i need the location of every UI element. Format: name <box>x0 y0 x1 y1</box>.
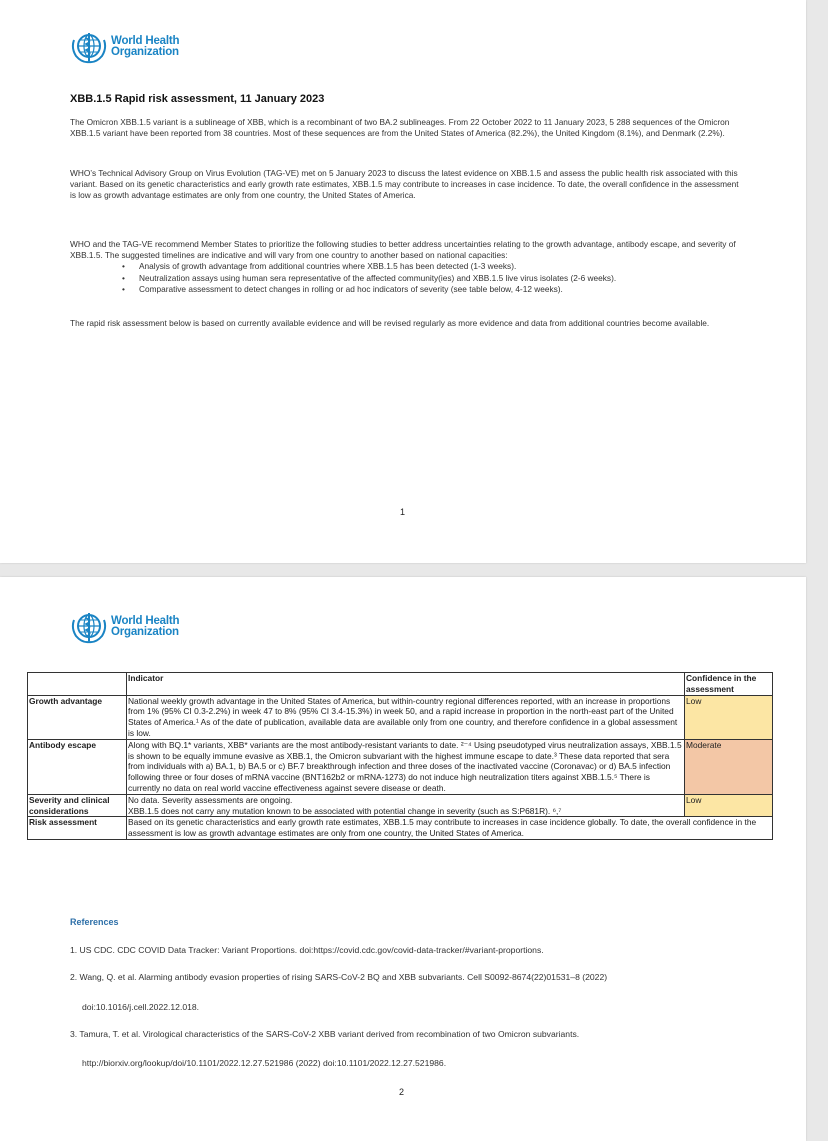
list-item: • Comparative assessment to detect changes in rolling or ad hoc indicators of severity (see table below, 4-12 weeks). <box>139 284 742 295</box>
row-label: Risk assessment <box>28 817 127 840</box>
row-text-2: XBB.1.5 does not carry any mutation known to be associated with potential change in severity (such as S:P681R). ⁶,⁷ <box>128 805 562 816</box>
recommendations-block <box>70 239 742 295</box>
reference-3: 3. Tamura, T. et al. Virological characteristics of the SARS-CoV-2 XBB variant derived from recombination of two Omicron subvariants. <box>70 1029 580 1039</box>
recommendations-paragraph: WHO and the TAG-VE recommend Member States to prioritize the following studies to better address uncertainties relating to the growth advantage, antibody escape, and severity of XBB.1.5. The suggested timelines are indicative and will vary from one country to another based on national capacities: <box>70 239 736 261</box>
reference-1: 1. US CDC. CDC COVID Data Tracker: Variant Proportions. doi:https://covid.cdc.gov/covid-data-tracker/#variant-proportions. <box>70 945 544 955</box>
row-label: Growth advantage <box>28 695 127 739</box>
row-text: Along with BQ.1* variants, XBB* variants are the most antibody-resistant variants to date. ²⁻⁴ Using pseudotyped virus neutralization assays, XBB.1.5 is shown to be equally immune evasive as XBB.1, the Omicron subvariant with the highest immune escape to date.³ These data reported that sera from individuals with a) BA.1, b) BA.5 or c) BF.7 breakthrough infection and three doses of the inactivated vaccine (Coronavac) or d) BA.5 infection following three or four doses of mRNA vaccine (BNT162b2 or mRNA-1273) do not induce high neutralization titers against XBB.1.5.⁵ There is currently no data on real world vaccine effectiveness against severe disease or death. <box>127 739 685 794</box>
document-page-2 <box>0 577 806 1141</box>
page-title: XBB.1.5 Rapid risk assessment, 11 January 2023 <box>70 93 325 105</box>
logo-line-1: World Health <box>111 615 180 627</box>
studies-list <box>70 261 742 295</box>
row-text: Based on its genetic characteristics and early growth rate estimates, XBB.1.5 may contribute to increases in case incidence globally. To date, the overall confidence in the assessment is low as growth advantage estimates are only from one country, the United States of America. <box>127 817 773 840</box>
who-emblem-icon <box>70 30 108 64</box>
row-text: National weekly growth advantage in the United States of America, but within-country regional differences reported, with an increase in proportions from 1% (95% CI 0.3-2.2%) in week 47 to 8% (95% CI 3.4-15.3%) in week 50, and a rapid increase in proportion in the north-east part of the United States of America.¹ As of the date of publication, available data are available only from one country, and therefore confidence in a global assessment is low. <box>127 695 685 739</box>
tag-ve-paragraph: WHO’s Technical Advisory Group on Virus Evolution (TAG-VE) met on 5 January 2023 to discuss the latest evidence on XBB.1.5 and assess the public health risk associated with this variant. Based on its genetic characteristics and early growth rate estimates, XBB.1.5 may contribute to increases in case incidence. To date, the overall confidence in the assessment is low as growth advantage estimates are only from one country, the United States of America. <box>70 168 739 201</box>
table-header-row <box>28 673 773 696</box>
intro-paragraph: The Omicron XBB.1.5 variant is a sublineage of XBB, which is a recombinant of two BA.2 sublineages. From 22 October 2022 to 11 January 2023, 5 288 sequences of the Omicron XBB.1.5 variant have been reported from 38 countries. Most of these sequences are from the United States of America (82.2%), the United Kingdom (8.1%), and Denmark (2.2%). <box>70 117 730 139</box>
page-number: 2 <box>399 1087 405 1097</box>
header-cell-blank <box>28 673 127 696</box>
who-logo <box>70 610 179 644</box>
row-text-block <box>127 794 685 817</box>
assessment-note-paragraph: The rapid risk assessment below is based on currently available evidence and will be revised regularly as more evidence and data from additional countries become available. <box>70 318 710 328</box>
confidence-cell: Low <box>685 794 773 817</box>
list-item: • Analysis of growth advantage from additional countries where XBB.1.5 has been detected (1-3 weeks). <box>139 261 742 272</box>
header-cell-indicator: Indicator <box>127 673 685 696</box>
reference-2-doi: doi:10.1016/j.cell.2022.12.018. <box>82 1002 200 1012</box>
confidence-cell: Low <box>685 695 773 739</box>
list-item: • Neutralization assays using human sera representative of the affected community(ies) and XBB.1.5 live virus isolates (2-6 weeks). <box>139 273 742 284</box>
confidence-cell: Moderate <box>685 739 773 794</box>
row-label: Severity and clinical considerations <box>28 794 127 817</box>
who-logo <box>70 30 179 64</box>
table-row <box>28 794 773 817</box>
row-text: No data. Severity assessments are ongoing. <box>128 794 293 805</box>
table-row <box>28 739 773 794</box>
page-number: 1 <box>400 507 406 517</box>
table-row <box>28 695 773 739</box>
who-emblem-icon <box>70 610 108 644</box>
risk-assessment-table <box>27 672 773 840</box>
logo-line-1: World Health <box>111 35 180 47</box>
reference-3-link: http://biorxiv.org/lookup/doi/10.1101/2022.12.27.521986 (2022) doi:10.1101/2022.12.27.521986. <box>82 1058 447 1068</box>
logo-line-2: Organization <box>111 626 179 638</box>
row-label: Antibody escape <box>28 739 127 794</box>
reference-2: 2. Wang, Q. et al. Alarming antibody evasion properties of rising SARS-CoV-2 BQ and XBB subvariants. Cell S0092-8674(22)01531–8 (2022) <box>70 972 608 982</box>
document-page-1 <box>0 0 806 563</box>
table-row <box>28 817 773 840</box>
logo-line-2: Organization <box>111 46 179 58</box>
header-cell-confidence: Confidence in the assessment <box>685 673 773 696</box>
references-heading: References <box>70 917 119 927</box>
